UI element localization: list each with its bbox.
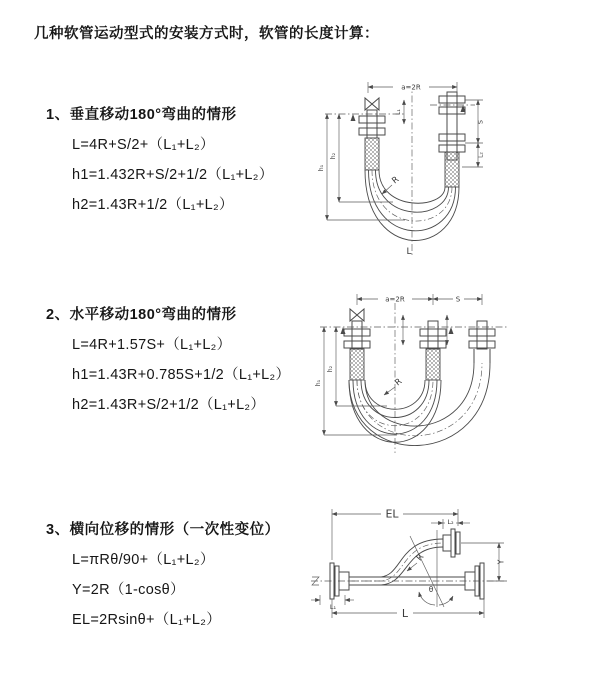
section-3-heading: 3、横向位移的情形（一次性变位） xyxy=(46,522,280,538)
label-radius: R xyxy=(393,376,405,389)
valve-icon xyxy=(365,98,379,110)
dimension-a2r xyxy=(368,82,457,93)
formula-h2: h2=1.43R+S/2+1/2（L₁+L₂） xyxy=(72,397,266,413)
label-theta: θ xyxy=(428,585,434,594)
dimension-l2 xyxy=(431,517,470,529)
left-flange xyxy=(330,563,349,599)
dimension-y xyxy=(461,543,506,581)
dim-label-s: S xyxy=(455,295,461,304)
dim-label-h2: h₂ xyxy=(327,365,334,373)
valve-icon xyxy=(350,309,364,321)
section-lateral-displacement xyxy=(46,515,280,635)
dimension-l1 xyxy=(351,100,466,124)
label-length: L xyxy=(406,247,412,257)
page-title: 几种软管运动型式的安装方式时，软管的长度计算： xyxy=(34,26,379,42)
dimension-h2 xyxy=(330,114,393,202)
dimension-s xyxy=(433,294,482,304)
displaced-hose-s-curve xyxy=(349,539,443,585)
label-radius: R xyxy=(390,174,402,187)
dim-label-s: S xyxy=(476,119,485,125)
right-lower-flange xyxy=(465,563,484,599)
dimension-h1 xyxy=(315,327,397,435)
moving-pipe-assembly xyxy=(439,92,465,187)
dimension-el xyxy=(332,507,458,560)
dim-label-l2: L₂ xyxy=(447,518,454,526)
label-radius: R xyxy=(414,552,427,564)
dim-label-h1: h₁ xyxy=(315,379,322,387)
formula-l: L=πRθ/90+（L₁+L₂） xyxy=(72,552,215,568)
radius-callout xyxy=(384,377,404,395)
formula-l: L=4R+S/2+（L₁+L₂） xyxy=(72,137,215,153)
dim-label-l2: L₂ xyxy=(477,152,485,158)
section-2-heading: 2、水平移动180°弯曲的情形 xyxy=(46,307,237,323)
moving-pipe-position-1 xyxy=(420,321,446,380)
upper-right-flange xyxy=(443,529,460,557)
centerlines xyxy=(320,303,507,453)
diagram-vertical-180-bend xyxy=(305,72,590,267)
dim-label-h2: h₂ xyxy=(330,152,337,160)
section-horizontal-movement xyxy=(46,300,290,420)
dim-label-el: EL xyxy=(385,507,399,521)
dimension-l1 xyxy=(311,595,354,611)
formula-y: Y=2R（1-cosθ） xyxy=(72,582,185,598)
dim-label-a2r: a=2R xyxy=(385,295,405,304)
dim-label-h1: h₁ xyxy=(318,164,325,172)
radius-callout xyxy=(382,175,401,194)
dim-label-y: Y xyxy=(496,559,506,565)
diagram-horizontal-180-bend xyxy=(302,285,592,465)
formula-l: L=4R+1.57S+（L₁+L₂） xyxy=(72,337,232,353)
formula-h1: h1=1.432R+S/2+1/2（L₁+L₂） xyxy=(72,167,274,183)
formula-h1: h1=1.43R+0.785S+1/2（L₁+L₂） xyxy=(72,367,291,383)
section-vertical-movement xyxy=(46,100,274,220)
dimension-s xyxy=(465,100,485,143)
fixed-pipe-assembly xyxy=(344,321,370,380)
dim-label-l: L xyxy=(401,607,409,620)
formula-el: EL=2Rsinθ+（L₁+L₂） xyxy=(72,612,222,628)
formula-h2: h2=1.43R+1/2（L₁+L₂） xyxy=(72,197,234,213)
diagram-lateral-displacement xyxy=(297,500,597,648)
dim-label-l1: L₁ xyxy=(329,603,337,611)
fixed-pipe-assembly xyxy=(359,110,385,170)
angle-construction xyxy=(410,530,453,607)
centerline xyxy=(311,577,507,585)
section-1-heading: 1、垂直移动180°弯曲的情形 xyxy=(46,107,237,123)
dim-label-l1: L₁ xyxy=(395,109,402,115)
radius-callout xyxy=(407,552,426,571)
dimension-l xyxy=(329,599,484,620)
dim-label-a2r: a=2R xyxy=(401,83,421,92)
